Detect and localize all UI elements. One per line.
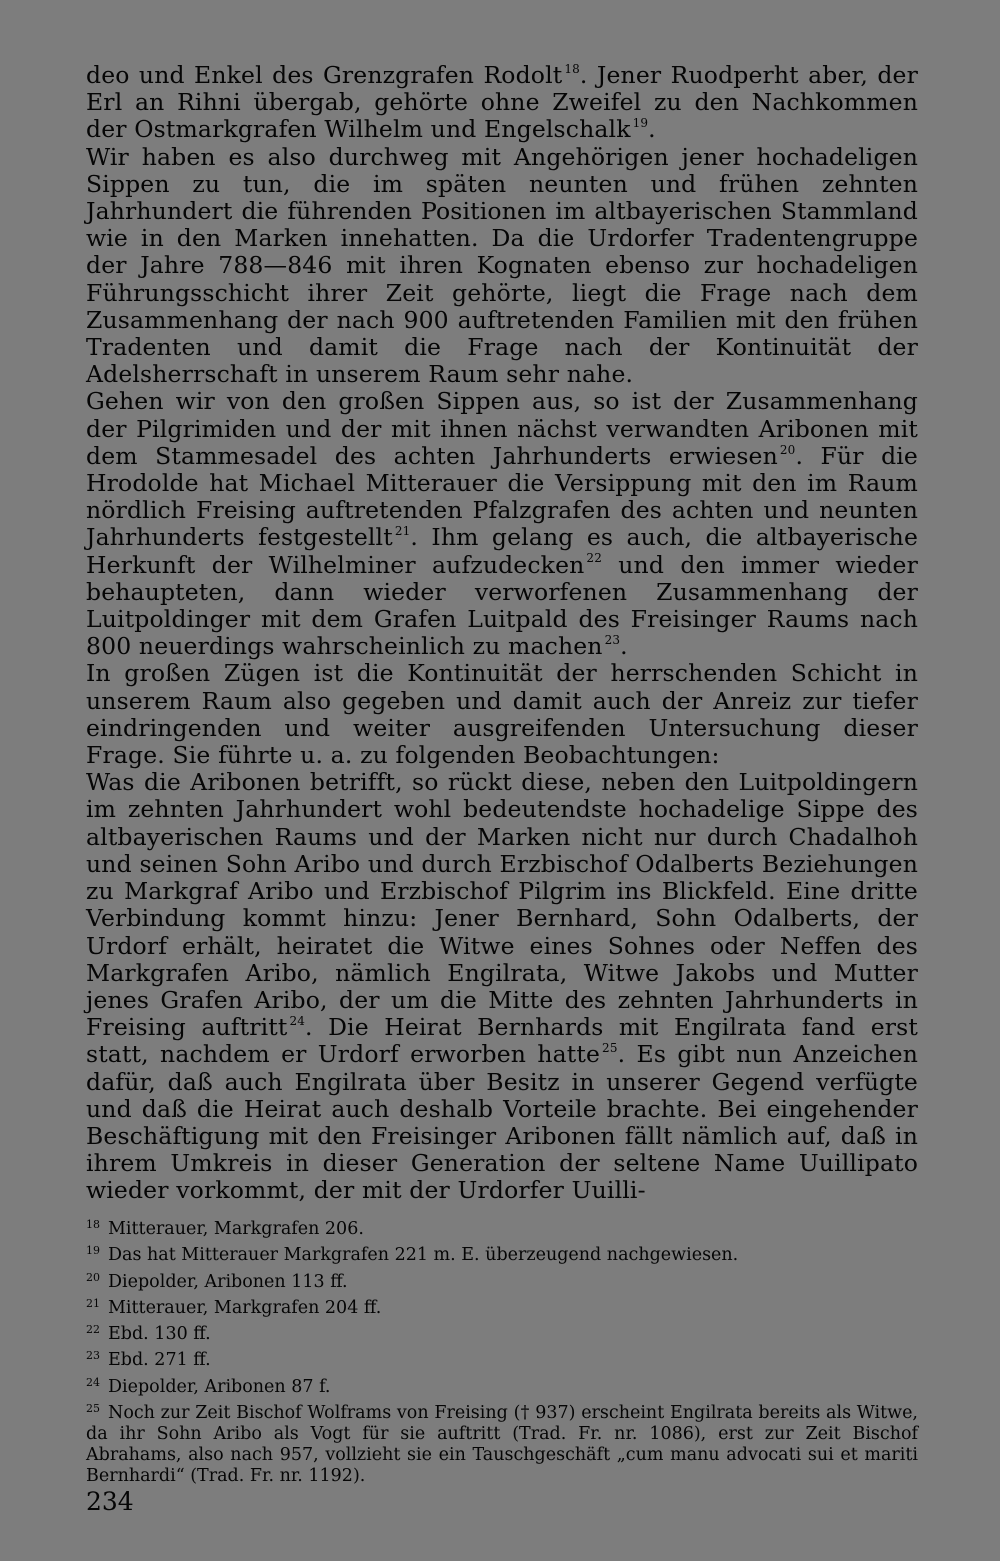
paragraph <box>86 144 918 389</box>
text-run: . Es gibt nun Anzeichen dafür, daß auch Engilrata über Besitz in unserer Gegend verfügte und daß die Heirat auch deshalb Vorteile brachte. Bei eingehender Beschäftigung mit den Freisinger Aribonen fällt nämlich auf, daß in ihrem Umkreis in dieser Generation der seltene Name Uuillipato wieder vorkommt, der mit der Urdorfer Uuilli- <box>86 1040 918 1205</box>
text-run: Gehen wir von den großen Sippen aus, so ist der Zusammenhang der Pilgrimiden und der mit ihnen nächst verwandten Aribonen mit dem Stammesadel des achten Jahrhunderts erwiesen <box>86 387 918 470</box>
text-run: Was die Aribonen betrifft, so rückt diese, neben den Luitpoldingern im zehnten Jahrhundert wohl bedeutendste hochadelige Sippe des altbayerischen Raums und der Marken nicht nur durch Chadalhoh und seinen Sohn Aribo und durch Erzbischof Odalberts Beziehungen zu Markgraf Aribo und Erzbischof Pilgrim ins Blickfeld. Eine dritte Verbindung kommt hinzu: Jener Bernhard, Sohn Odalberts, der Urdorf erhält, heiratet die Witwe eines Sohnes oder Neffen des Markgrafen Aribo, nämlich Engilrata, Witwe Jakobs und Mutter jenes Grafen Aribo, der um die Mitte des zehnten Jahrhunderts in Freising auftritt <box>86 768 918 1042</box>
text-run: . Ihm gelang es auch, die altbayerische Herkunft der Wilhelminer aufzudecken <box>86 523 919 579</box>
footnote-text: Noch zur Zeit Bischof Wolframs von Freising († 937) erscheint Engilrata bereits als Witwe, da ihr Sohn Aribo als Vogt für sie auftritt (Trad. Fr. nr. 1086), erst zur Zeit Bischof Abrahams, also nach 957, vollzieht sie ein Tauschgeschäft „cum manu advocati sui et mariti Bernhardi“ (Trad. Fr. nr. 1192). <box>86 1402 918 1487</box>
footnote-reference: 20 <box>779 442 796 457</box>
footnote-number: 20 <box>86 1270 100 1284</box>
footnote-reference: 21 <box>394 524 411 539</box>
footnote-number: 24 <box>86 1375 100 1389</box>
footnote-24 <box>86 1372 918 1398</box>
footnote-text: Diepolder, Aribonen 87 f. <box>108 1376 331 1397</box>
text-run: . <box>648 115 656 144</box>
text-run: . Für die Hrodolde hat Michael Mitterauer die Versippung mit den im Raum nördlich Freising auftretenden Pfalzgrafen des achten und neunten Jahrhunderts festgestellt <box>86 441 918 552</box>
footnote-19 <box>86 1240 918 1266</box>
footnote-18 <box>86 1214 918 1240</box>
footnote-reference: 22 <box>586 551 602 566</box>
footnote-text: Ebd. 130 ff. <box>108 1324 211 1345</box>
footnote-reference: 24 <box>289 1013 306 1028</box>
text-run: . Die Heirat Bernhards mit Engilrata fand erst statt, nachdem er Urdorf erworben hatte <box>86 1013 918 1069</box>
paragraph <box>86 769 918 1204</box>
text-run: und den immer wieder behaupteten, dann wieder verworfenen Zusammenhang der Luitpoldinger mit dem Grafen Luitpald des Freisinger Raums nach 800 neuerdings wahrscheinlich zu machen <box>86 550 918 661</box>
footnote-text: Mitterauer, Markgrafen 206. <box>108 1219 364 1240</box>
footnote-20 <box>86 1267 918 1293</box>
footnote-23 <box>86 1345 918 1371</box>
footnote-text: Diepolder, Aribonen 113 ff. <box>108 1271 348 1292</box>
text-run: . Jener Ruodperht aber, der Erl an Rihni übergab, gehörte ohne Zweifel zu den Nachkommen der Ostmarkgrafen Wilhelm und Engelschalk <box>86 61 918 144</box>
paragraph <box>86 388 918 660</box>
footnote-22 <box>86 1319 918 1345</box>
footnote-number: 25 <box>86 1401 100 1415</box>
footnote-number: 19 <box>86 1244 100 1258</box>
footnote-number: 23 <box>86 1349 100 1363</box>
footnotes <box>86 1214 918 1488</box>
footnote-reference: 18 <box>564 61 580 76</box>
footnote-text: Das hat Mitterauer Markgrafen 221 m. E. überzeugend nachgewiesen. <box>108 1245 739 1266</box>
paragraph <box>86 660 918 769</box>
footnote-number: 22 <box>86 1323 100 1336</box>
footnote-reference: 23 <box>604 633 621 648</box>
footnote-text: Mitterauer, Markgrafen 204 ff. <box>108 1297 382 1318</box>
footnote-number: 18 <box>86 1218 100 1231</box>
text-run: . <box>620 632 628 661</box>
footnote-reference: 25 <box>602 1041 618 1056</box>
footnote-reference: 19 <box>632 116 649 131</box>
paragraph <box>86 62 918 144</box>
text-run: Wir haben es also durchweg mit Angehörigen jener hochadeligen Sippen zu tun, die im späten neunten und frühen zehnten Jahrhundert die führenden Positionen im altbayerischen Stammland wie in den Marken innehatten. Da die Urdorfer Tradentengruppe der Jahre 788—846 mit ihren Kognaten ebenso zur hochadeligen Führungsschicht ihrer Zeit gehörte, liegt die Frage nach dem Zusammenhang der nach 900 auftretenden Familien mit den frühen Tradenten und damit die Frage nach der Kontinuität der Adelsherrschaft in unserem Raum sehr nahe. <box>86 142 918 389</box>
footnote-text: Ebd. 271 ff. <box>108 1350 211 1371</box>
page-number: 234 <box>86 1487 134 1516</box>
text-run: In großen Zügen ist die Kontinuität der herrschenden Schicht in unserem Raum also gegeben und damit auch der Anreiz zur tiefer eindringenden und weiter ausgreifenden Untersuchung dieser Frage. Sie führte u. a. zu folgenden Beobachtungen: <box>86 659 918 770</box>
footnote-25 <box>86 1398 918 1488</box>
footnote-number: 21 <box>86 1296 100 1310</box>
body-text <box>86 62 918 1205</box>
text-run: deo und Enkel des Grenzgrafen Rodolt <box>86 61 563 89</box>
main-text-area <box>86 62 918 1205</box>
footnote-21 <box>86 1293 918 1319</box>
